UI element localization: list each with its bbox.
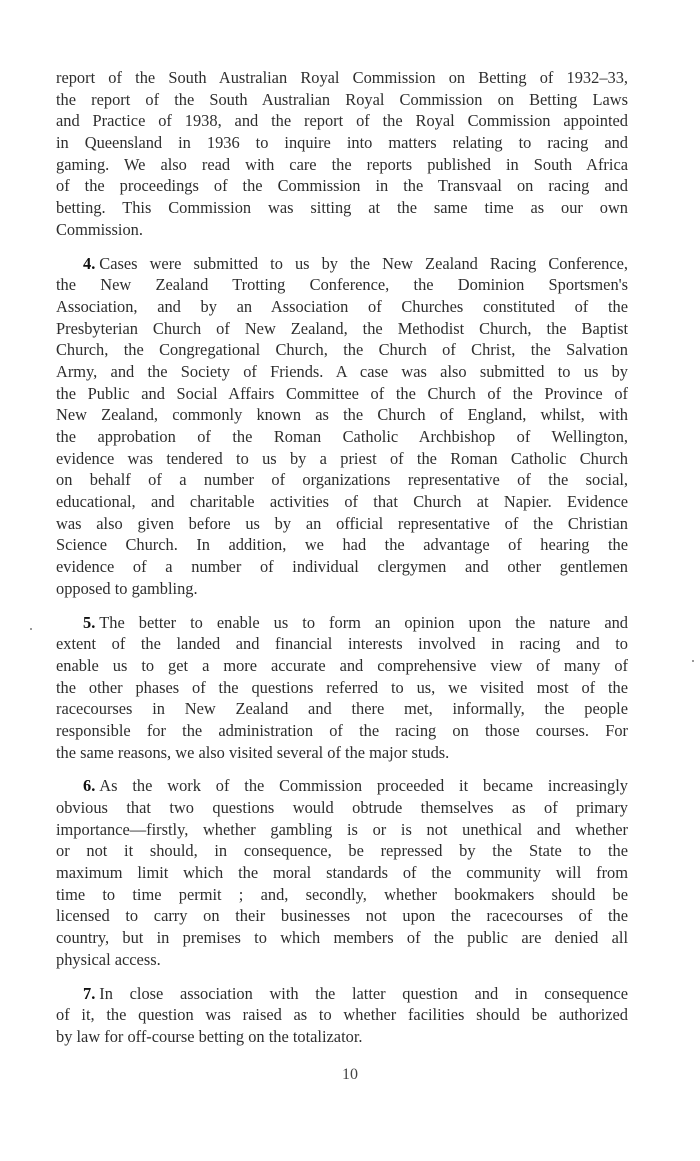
text-line bbox=[56, 534, 628, 556]
line-text: on behalf of a number of organizations representative of the social, bbox=[56, 470, 628, 490]
text-line bbox=[56, 612, 628, 634]
paragraph-number: 5. bbox=[83, 612, 96, 632]
text-line bbox=[56, 132, 628, 154]
line-text: The better to enable us to form an opinion upon the nature and bbox=[99, 612, 628, 632]
line-text: the other phases of the questions referred to us, we visited most of the bbox=[56, 677, 628, 697]
text-line bbox=[56, 404, 628, 426]
paragraph-number: 7. bbox=[83, 983, 96, 1003]
text-line bbox=[56, 862, 628, 884]
paragraph-5 bbox=[56, 612, 628, 764]
text-line bbox=[56, 469, 628, 491]
line-text: licensed to carry on their businesses not upon the racecourses of the bbox=[56, 906, 628, 926]
text-line bbox=[56, 154, 628, 176]
text-line bbox=[56, 1004, 628, 1026]
line-text: betting. This Commission was sitting at the same time as our own bbox=[56, 198, 628, 218]
text-line bbox=[56, 927, 628, 949]
line-text: report of the South Australian Royal Commission on Betting of 1932–33, bbox=[56, 68, 628, 87]
line-text: the approbation of the Roman Catholic Archbishop of Wellington, bbox=[56, 427, 628, 446]
text-line bbox=[56, 89, 628, 111]
text-line bbox=[56, 633, 628, 655]
line-text: evidence of a number of individual clergymen and other gentlemen bbox=[56, 557, 628, 577]
line-text: and Practice of 1938, and the report of the Royal Commission appointed bbox=[56, 111, 628, 131]
page-number: 10 bbox=[342, 1066, 358, 1083]
line-text: country, but in premises to which members of the public are denied all bbox=[56, 928, 628, 948]
text-line bbox=[56, 175, 628, 197]
line-text: gaming. We also read with care the reports published in South Africa bbox=[56, 154, 628, 174]
line-text: Church, the Congregational Church, the Church of Christ, the Salvation bbox=[56, 340, 628, 360]
document-body bbox=[56, 67, 628, 1060]
text-line bbox=[56, 339, 628, 361]
line-text: extent of the landed and financial interests involved in racing and to bbox=[56, 634, 628, 654]
line-text: educational, and charitable activities of that Church at Napier. Evidence bbox=[56, 492, 628, 512]
line-text: was also given before us by an official representative of the Christian bbox=[56, 513, 628, 533]
line-text: by law for off-course betting on the totalizator. bbox=[56, 1026, 363, 1046]
line-text: the same reasons, we also visited several of the major studs. bbox=[56, 742, 450, 762]
text-line bbox=[56, 318, 628, 340]
line-text: Army, and the Society of Friends. A case was also submitted to us by bbox=[56, 361, 628, 381]
line-text: Presbyterian Church of New Zealand, the Methodist Church, the Baptist bbox=[56, 318, 628, 338]
line-text: As the work of the Commission proceeded it became increasingly bbox=[99, 776, 628, 796]
paragraph-7 bbox=[56, 983, 628, 1048]
paragraph-6 bbox=[56, 775, 628, 970]
text-line bbox=[56, 698, 628, 720]
text-line bbox=[56, 219, 628, 241]
line-text: opposed to gambling. bbox=[56, 578, 198, 598]
text-line bbox=[56, 819, 628, 841]
line-text: the New Zealand Trotting Conference, the Dominion Sportsmen's bbox=[56, 275, 628, 295]
line-text: time to time permit ; and, secondly, whether bookmakers should be bbox=[56, 884, 628, 904]
line-text: importance—firstly, whether gambling is or is not unethical and whether bbox=[56, 819, 628, 839]
text-line bbox=[56, 448, 628, 470]
text-line bbox=[56, 905, 628, 927]
line-text: physical access. bbox=[56, 949, 161, 969]
text-line bbox=[56, 513, 628, 535]
line-text: racecourses in New Zealand and there met, informally, the people bbox=[56, 699, 628, 719]
line-text: Cases were submitted to us by the New Zealand Racing Conference, bbox=[99, 253, 628, 273]
paragraph-number: 4. bbox=[83, 253, 96, 273]
text-line bbox=[56, 383, 628, 405]
text-line bbox=[56, 840, 628, 862]
text-line bbox=[56, 491, 628, 513]
text-line bbox=[56, 797, 628, 819]
text-line bbox=[56, 361, 628, 383]
line-text: obvious that two questions would obtrude themselves as of primary bbox=[56, 798, 628, 817]
text-line bbox=[56, 949, 628, 971]
text-line bbox=[56, 296, 628, 318]
line-text: maximum limit which the moral standards of the community will from bbox=[56, 863, 628, 883]
text-line bbox=[56, 884, 628, 906]
paragraph-4 bbox=[56, 253, 628, 600]
scan-speck bbox=[692, 660, 694, 662]
line-text: evidence was tendered to us by a priest of the Roman Catholic Church bbox=[56, 448, 628, 468]
text-line bbox=[56, 742, 628, 764]
text-line bbox=[56, 274, 628, 296]
text-line bbox=[56, 67, 628, 89]
line-text: Science Church. In addition, we had the advantage of hearing the bbox=[56, 535, 628, 555]
line-text: in Queensland in 1936 to inquire into matters relating to racing and bbox=[56, 133, 628, 153]
line-text: In close association with the latter question and in consequence bbox=[99, 983, 628, 1003]
line-text: the Public and Social Affairs Committee of the Church of the Province of bbox=[56, 383, 628, 403]
line-text: of the proceedings of the Commission in the Transvaal on racing and bbox=[56, 176, 628, 196]
line-text: enable us to get a more accurate and comprehensive view of many of bbox=[56, 655, 628, 675]
text-line bbox=[56, 556, 628, 578]
text-line bbox=[56, 197, 628, 219]
text-line bbox=[56, 677, 628, 699]
text-line bbox=[56, 983, 628, 1005]
text-line bbox=[56, 253, 628, 275]
paragraph-number: 6. bbox=[83, 776, 96, 796]
scan-speck bbox=[30, 628, 32, 630]
line-text: responsible for the administration of the racing on those courses. For bbox=[56, 720, 628, 740]
text-line bbox=[56, 720, 628, 742]
text-line bbox=[56, 775, 628, 797]
line-text: Commission. bbox=[56, 219, 143, 239]
text-line bbox=[56, 110, 628, 132]
line-text: of it, the question was raised as to whether facilities should be authorized bbox=[56, 1005, 628, 1025]
line-text: Association, and by an Association of Churches constituted of the bbox=[56, 296, 628, 316]
text-line bbox=[56, 578, 628, 600]
line-text: or not it should, in consequence, be repressed by the State to the bbox=[56, 841, 628, 861]
text-line bbox=[56, 1026, 628, 1048]
line-text: the report of the South Australian Royal Commission on Betting Laws bbox=[56, 89, 628, 109]
text-line bbox=[56, 655, 628, 677]
text-line bbox=[56, 426, 628, 448]
line-text: New Zealand, commonly known as the Church of England, whilst, with bbox=[56, 405, 628, 425]
paragraph-continued bbox=[56, 67, 628, 241]
